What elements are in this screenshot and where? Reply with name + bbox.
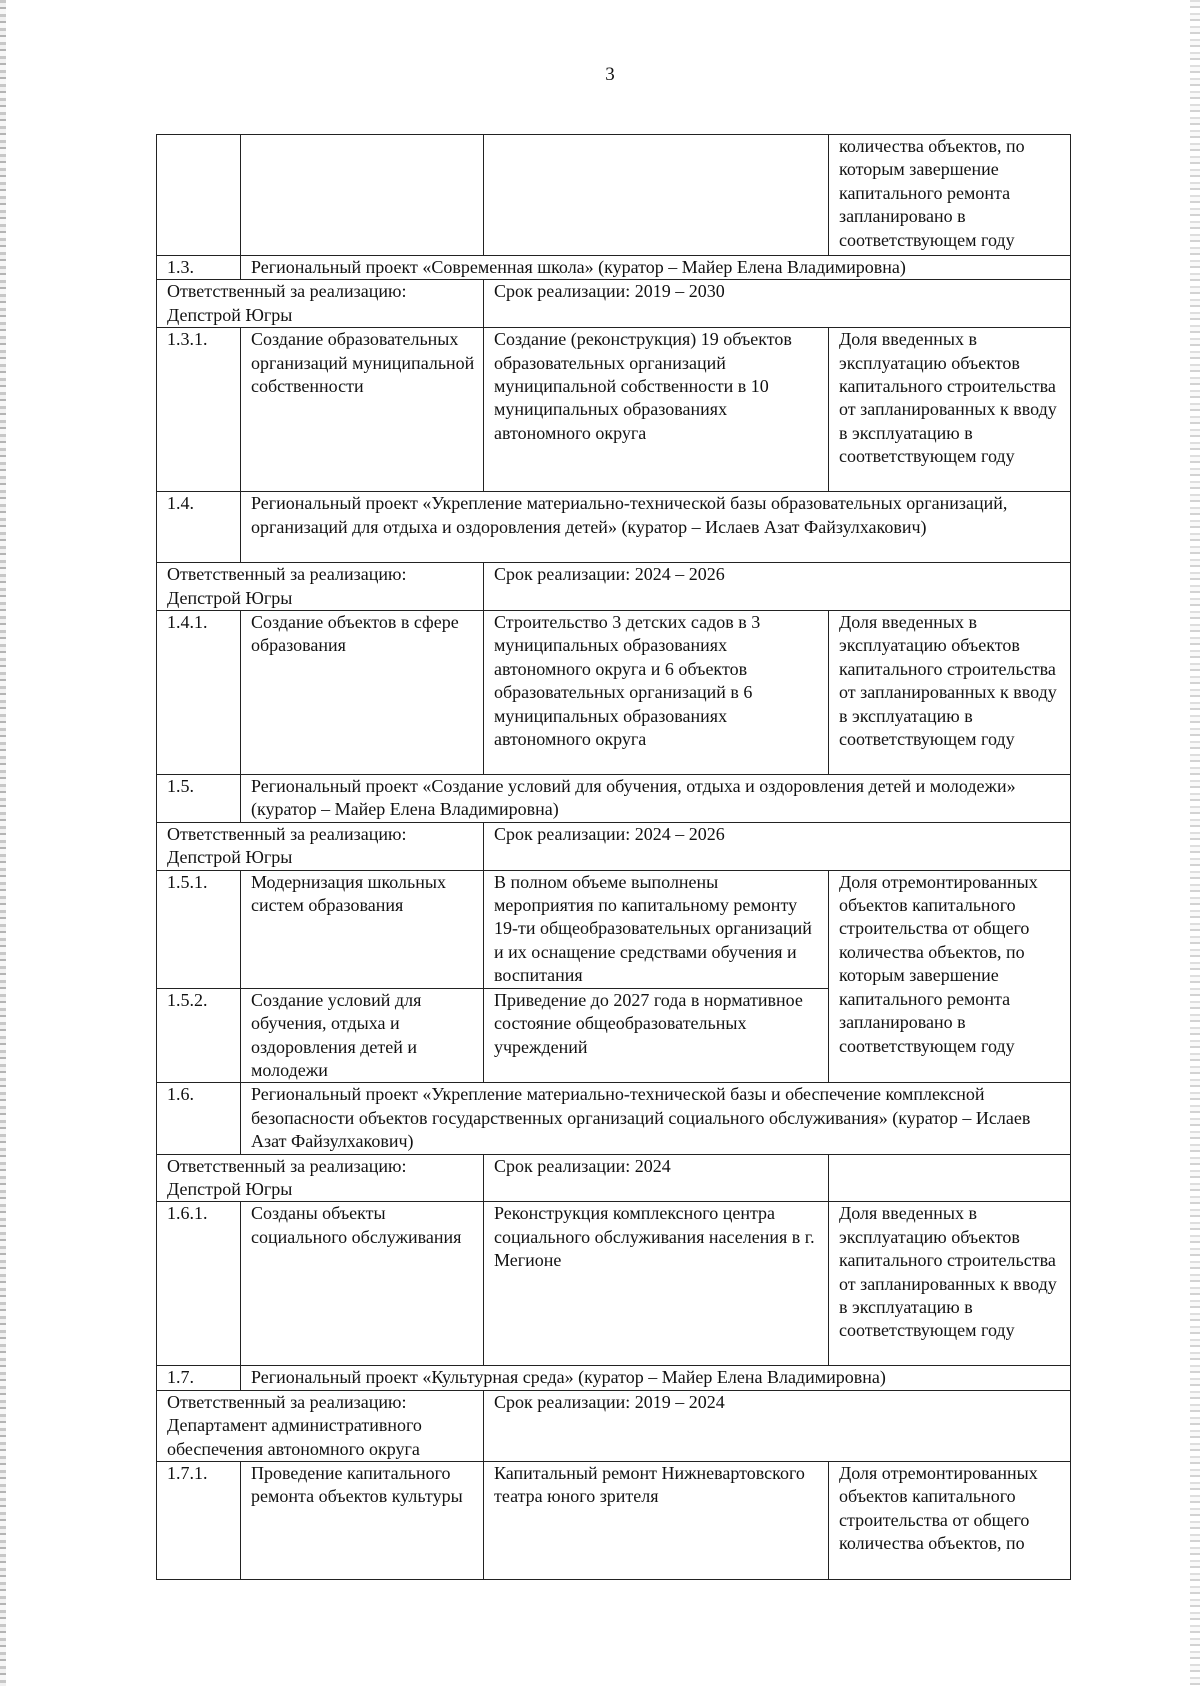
table-row [157, 870, 1071, 988]
responsible-cell: Ответственный за реализацию: Депстрой Югры [157, 563, 484, 611]
responsible-row [157, 563, 1071, 611]
cell-empty [829, 1154, 1071, 1202]
responsible-row [157, 280, 1071, 328]
cell-num: 1.7.1. [157, 1461, 241, 1579]
cell-num: 1.3.1. [157, 328, 241, 492]
cell-indicator: количества объектов, по которым завершение капитального ремонта запланировано в соответствующем году [829, 135, 1071, 256]
cell-desc: В полном объеме выполнены мероприятия по капитальному ремонту 19-ти общеобразовательных организаций и их оснащение средствами обучения и воспитания [484, 870, 829, 988]
period-cell: Срок реализации: 2024 [484, 1154, 829, 1202]
table-row [157, 328, 1071, 492]
project-title: Региональный проект «Культурная среда» (куратор – Майер Елена Владимировна) [241, 1366, 1071, 1390]
cell-desc: Создание (реконструкция) 19 объектов образовательных организаций муниципальной собственности в 10 муниципальных образованиях автономного округа [484, 328, 829, 492]
responsible-cell: Ответственный за реализацию: Департамент административного обеспечения автономного округа [157, 1390, 484, 1461]
project-header-row [157, 1366, 1071, 1390]
period-cell: Срок реализации: 2024 – 2026 [484, 563, 1071, 611]
responsible-row [157, 822, 1071, 870]
responsible-cell: Ответственный за реализацию: Депстрой Югры [157, 1154, 484, 1202]
period-cell: Срок реализации: 2019 – 2024 [484, 1390, 1071, 1461]
scan-edge-right [1190, 0, 1200, 1686]
cell-desc: Реконструкция комплексного центра социального обслуживания населения в г. Мегионе [484, 1202, 829, 1366]
cell-desc: Капитальный ремонт Нижневартовского театра юного зрителя [484, 1461, 829, 1579]
cell-num: 1.3. [157, 256, 241, 280]
responsible-cell: Ответственный за реализацию: Депстрой Югры [157, 280, 484, 328]
cell-num: 1.5.2. [157, 988, 241, 1083]
project-table [156, 134, 1071, 1580]
cell-indicator: Доля введенных в эксплуатацию объектов капитального строительства от запланированных к вводу в эксплуатацию в соответствующем году [829, 328, 1071, 492]
cell-name [241, 135, 484, 256]
table-row [157, 135, 1071, 256]
cell-name: Создание объектов в сфере образования [241, 611, 484, 775]
cell-indicator: Доля введенных в эксплуатацию объектов капитального строительства от запланированных к вводу в эксплуатацию в соответствующем году [829, 611, 1071, 775]
period-cell: Срок реализации: 2019 – 2030 [484, 280, 1071, 328]
cell-desc: Приведение до 2027 года в нормативное состояние общеобразовательных учреждений [484, 988, 829, 1083]
cell-num [157, 135, 241, 256]
responsible-row [157, 1390, 1071, 1461]
cell-num: 1.4.1. [157, 611, 241, 775]
project-header-row [157, 775, 1071, 823]
cell-num: 1.7. [157, 1366, 241, 1390]
responsible-row [157, 1154, 1071, 1202]
responsible-cell: Ответственный за реализацию: Депстрой Югры [157, 822, 484, 870]
table-row [157, 1202, 1071, 1366]
cell-indicator: Доля отремонтированных объектов капитального строительства от общего количества объектов, по [829, 1461, 1071, 1579]
cell-indicator: Доля введенных в эксплуатацию объектов капитального строительства от запланированных к вводу в эксплуатацию в соответствующем году [829, 1202, 1071, 1366]
cell-desc [484, 135, 829, 256]
project-header-row [157, 492, 1071, 563]
period-cell: Срок реализации: 2024 – 2026 [484, 822, 1071, 870]
table-row [157, 611, 1071, 775]
page-number: 3 [605, 64, 615, 85]
project-title: Региональный проект «Укрепление материально-технической базы образовательных организаций, организаций для отдыха и оздоровления детей» (куратор – Ислаев Азат Файзулхакович) [241, 492, 1071, 563]
cell-name: Проведение капитального ремонта объектов культуры [241, 1461, 484, 1579]
scan-edge-left [0, 0, 6, 1686]
cell-name: Создание образовательных организаций муниципальной собственности [241, 328, 484, 492]
project-title: Региональный проект «Современная школа» (куратор – Майер Елена Владимировна) [241, 256, 1071, 280]
cell-indicator: Доля отремонтированных объектов капитального строительства от общего количества объектов, по которым завершение капитального ремонта запланировано в соответствующем году [829, 870, 1071, 1083]
cell-num: 1.5.1. [157, 870, 241, 988]
project-header-row [157, 1083, 1071, 1154]
table-row [157, 1461, 1071, 1579]
project-header-row [157, 256, 1071, 280]
project-title: Региональный проект «Создание условий для обучения, отдыха и оздоровления детей и молодежи» (куратор – Майер Елена Владимировна) [241, 775, 1071, 823]
cell-name: Создание условий для обучения, отдыха и оздоровления детей и молодежи [241, 988, 484, 1083]
cell-num: 1.6.1. [157, 1202, 241, 1366]
cell-desc: Строительство 3 детских садов в 3 муниципальных образованиях автономного округа и 6 объектов образовательных организаций в 6 муниципальных образованиях автономного округа [484, 611, 829, 775]
cell-name: Созданы объекты социального обслуживания [241, 1202, 484, 1366]
cell-num: 1.6. [157, 1083, 241, 1154]
cell-num: 1.4. [157, 492, 241, 563]
cell-name: Модернизация школьных систем образования [241, 870, 484, 988]
project-title: Региональный проект «Укрепление материально-технической базы и обеспечение комплексной безопасности объектов государственных организаций социального обслуживания» (куратор – Ислаев Азат Файзулхакович) [241, 1083, 1071, 1154]
cell-num: 1.5. [157, 775, 241, 823]
